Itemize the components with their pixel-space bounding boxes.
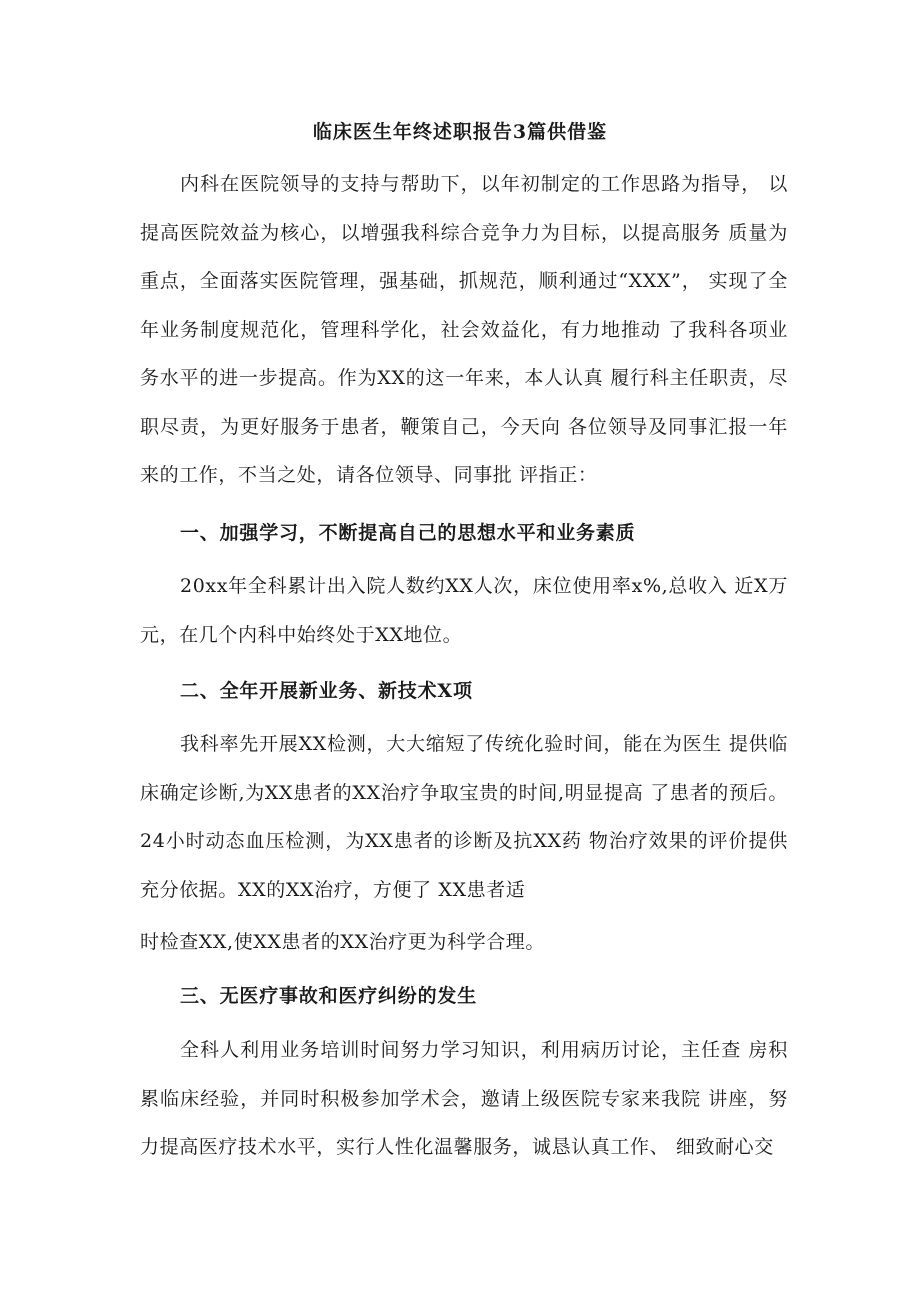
- section-2-paragraph-continuation: 时检查XX,使XX患者的XX治疗更为科学合理。: [140, 931, 545, 953]
- section-1-paragraph: 20xx年全科累计出入院人数约XX人次，床位使用率x%,总收入 近X万元，在几个内科中始终处于XX地位。: [140, 575, 788, 646]
- section-3-paragraph: 全科人利用业务培训时间努力学习知识，利用病历讨论，主任查 房积累临床经验，并同时积极参加学术会，邀请上级医院专家来我院 讲座，努力提高医疗技术水平，实行人性化温馨服务，诚恳认真工作、 细致耐心交: [140, 1039, 788, 1158]
- intro-paragraph: 内科在医院领导的支持与帮助下，以年初制定的工作思路为指导， 以提高医院效益为核心，以增强我科综合竞争力为目标，以提高服务 质量为重点，全面落实医院管理，强基础，抓规范，顺利通过“XXX”， 实现了全年业务制度规范化，管理科学化，社会效益化，有力地推动 了我科各项业务水平的进一步提高。作为XX的这一年来，本人认真 履行科主任职责，尽职尽责，为更好服务于患者，鞭策自己，今天向 各位领导及同事汇报一年来的工作，不当之处，请各位领导、同事批 评指正：: [140, 173, 788, 486]
- section-1-heading: 一、加强学习，不断提高自己的思想水平和业务素质: [180, 522, 636, 544]
- section-3-heading: 三、无医疗事故和医疗纠纷的发生: [180, 985, 478, 1007]
- section-2-paragraph: 我科率先开展XX检测，大大缩短了传统化验时间，能在为医生 提供临床确定诊断,为XX患者的XX治疗争取宝贵的时间,明显提高 了患者的预后。24小时动态血压检测，为XX患者的诊断及抗XX药 物治疗效果的评价提供充分依据。XX的XX治疗，方便了 XX患者适: [140, 733, 788, 901]
- section-2-heading: 二、全年开展新业务、新技术X项: [180, 680, 473, 702]
- document-title: 临床医生年终述职报告3篇供借鉴: [312, 121, 608, 143]
